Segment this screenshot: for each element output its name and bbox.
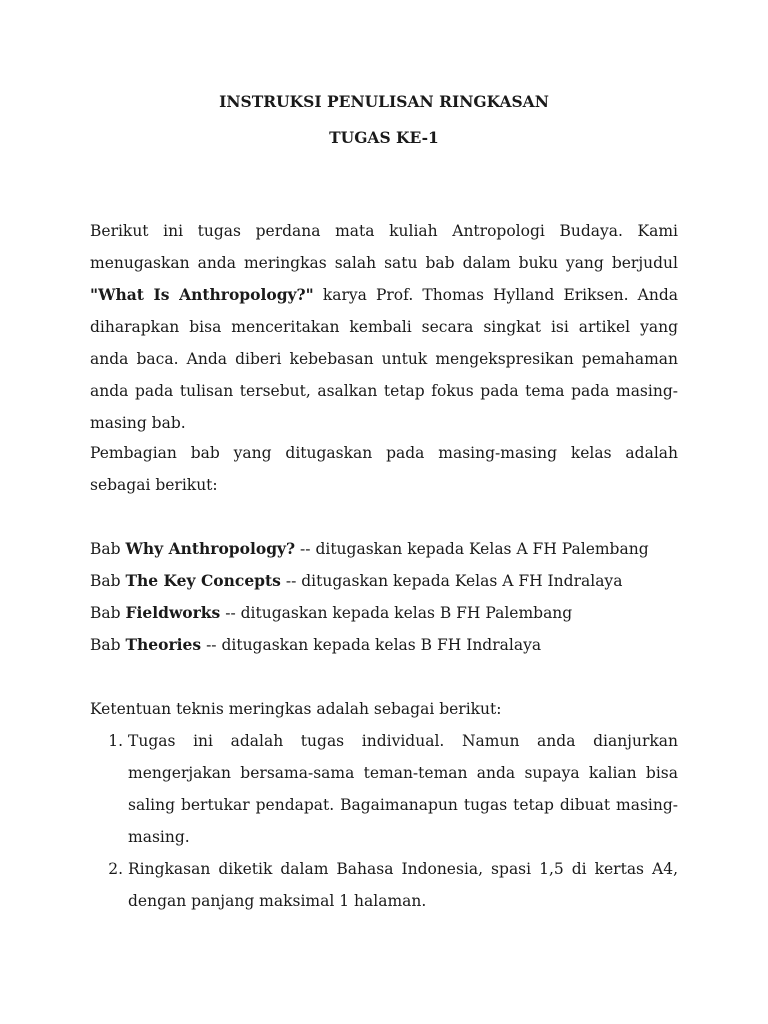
rule-item: 1. Tugas ini adalah tugas individual. Namun anda dianjurkan mengerjakan bersama-sama teman-teman anda supaya kalian bisa saling bertukar pendapat. Bagaimanapun tugas tetap dibuat masing-masing. — [128, 725, 678, 853]
chapter-line — [90, 533, 678, 565]
chapter-line — [90, 597, 678, 629]
chapter-assignment: -- ditugaskan kepada Kelas A FH Palembang — [295, 540, 649, 558]
chapter-assignment: -- ditugaskan kepada kelas B FH Indralaya — [201, 636, 542, 654]
intro-text-part1: Berikut ini tugas perdana mata kuliah Antropologi Budaya. Kami menugaskan anda meringkas salah satu bab dalam buku yang berjudul — [90, 222, 678, 272]
chapter-assignment: -- ditugaskan kepada kelas B FH Palembang — [220, 604, 573, 622]
chapter-prefix: Bab — [90, 636, 126, 654]
chapter-list — [90, 533, 678, 661]
intro-paragraph — [90, 215, 678, 439]
chapter-prefix: Bab — [90, 572, 126, 590]
chapter-line — [90, 629, 678, 661]
chapter-name: Fieldworks — [125, 603, 221, 622]
document-subtitle: TUGAS KE-1 — [329, 128, 439, 147]
chapter-name: The Key Concepts — [125, 571, 281, 590]
chapter-line — [90, 565, 678, 597]
chapter-name: Theories — [125, 635, 202, 654]
division-paragraph: Pembagian bab yang ditugaskan pada masing-masing kelas adalah sebagai berikut: — [90, 444, 678, 494]
rule-item: 2. Ringkasan diketik dalam Bahasa Indonesia, spasi 1,5 di kertas A4, dengan panjang maksimal 1 halaman. — [128, 853, 678, 917]
intro-text-part2: karya Prof. Thomas Hylland Eriksen. Anda diharapkan bisa menceritakan kembali secara singkat isi artikel yang anda baca. Anda diberi kebebasan untuk mengekspresikan pemahaman anda pada tulisan tersebut, asalkan tetap fokus pada tema pada masing-masing bab. — [90, 286, 678, 432]
chapter-prefix: Bab — [90, 540, 126, 558]
rules-list — [90, 725, 678, 917]
rules-intro: Ketentuan teknis meringkas adalah sebagai berikut: — [90, 700, 502, 718]
chapter-assignment: -- ditugaskan kepada Kelas A FH Indralaya — [280, 572, 623, 590]
book-title: "What Is Anthropology?" — [90, 285, 314, 304]
chapter-name: Why Anthropology? — [125, 539, 296, 558]
chapter-prefix: Bab — [90, 604, 126, 622]
document-title: INSTRUKSI PENULISAN RINGKASAN — [219, 92, 549, 111]
